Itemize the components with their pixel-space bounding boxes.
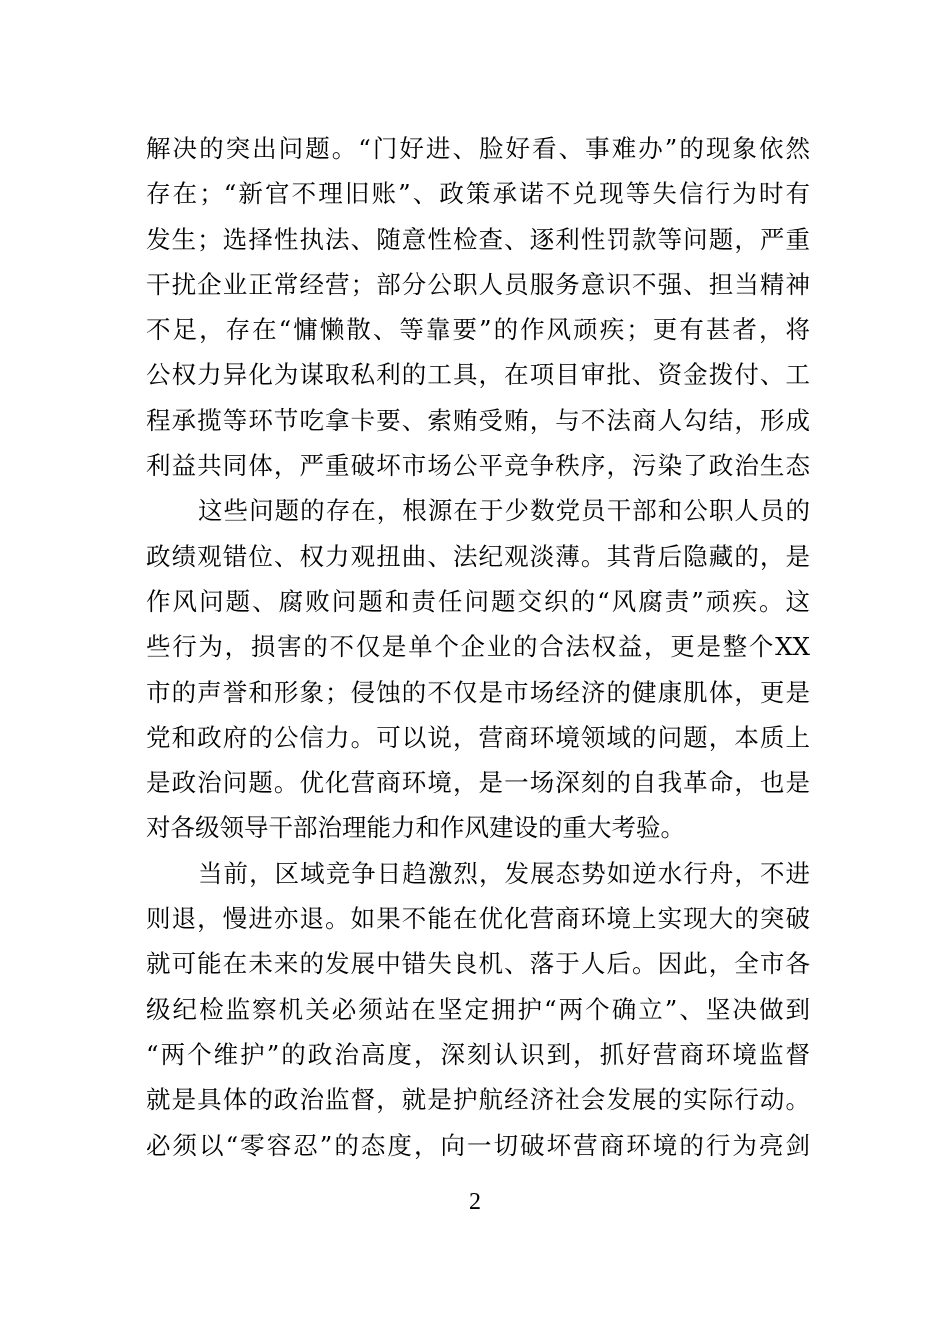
text-line: 程承揽等环节吃拿卡要、索贿受贿，与不法商人勾结，形成: [146, 405, 810, 435]
text-line: 政绩观错位、权力观扭曲、法纪观淡薄。其背后隐藏的，是: [146, 541, 810, 571]
text-line: 是政治问题。优化营商环境，是一场深刻的自我革命，也是: [146, 768, 810, 798]
text-line: 就可能在未来的发展中错失良机、落于人后。因此，全市各: [146, 949, 810, 979]
text-line: 则退，慢进亦退。如果不能在优化营商环境上实现大的突破: [146, 904, 810, 934]
text-line: 些行为，损害的不仅是单个企业的合法权益，更是整个XX: [146, 632, 810, 662]
text-line: 干扰企业正常经营；部分公职人员服务意识不强、担当精神: [146, 269, 810, 299]
text-line: 存在；“新官不理旧账”、政策承诺不兑现等失信行为时有: [146, 179, 810, 209]
text-line: 利益共同体，严重破坏市场公平竞争秩序，污染了政治生态: [146, 451, 810, 481]
text-line: 解决的突出问题。“门好进、脸好看、事难办”的现象依然: [146, 134, 810, 163]
text-line: 作风问题、腐败问题和责任问题交织的“风腐责”顽疾。这: [146, 586, 810, 616]
paragraph-end-line: 对各级领导干部治理能力和作风建设的重大考验。: [146, 813, 685, 843]
body-text: [146, 126, 810, 1168]
text-line: 必须以“零容忍”的态度，向一切破坏营商环境的行为亮剑: [146, 1130, 810, 1160]
text-line: 公权力异化为谋取私利的工具，在项目审批、资金拨付、工: [146, 360, 810, 390]
text-line: 就是具体的政治监督，就是护航经济社会发展的实际行动。: [146, 1085, 810, 1115]
text-line: 发生；选择性执法、随意性检查、逐利性罚款等问题，严重: [146, 224, 810, 254]
text-line: 级纪检监察机关必须站在坚定拥护“两个确立”、坚决做到: [146, 994, 810, 1024]
text-line: 党和政府的公信力。可以说，营商环境领域的问题，本质上: [146, 722, 810, 752]
text-line: 不足，存在“慵懒散、等靠要”的作风顽疾；更有甚者，将: [146, 315, 810, 345]
text-line: “两个维护”的政治高度，深刻认识到，抓好营商环境监督: [146, 1039, 810, 1069]
text-line: 市的声誉和形象；侵蚀的不仅是市场经济的健康肌体，更是: [146, 677, 810, 707]
page-number: 2: [469, 1189, 481, 1215]
paragraph-start-line: 这些问题的存在，根源在于少数党员干部和公职人员的: [198, 496, 810, 526]
paragraph-start-line: 当前，区域竞争日趋激烈，发展态势如逆水行舟，不进: [198, 858, 810, 888]
